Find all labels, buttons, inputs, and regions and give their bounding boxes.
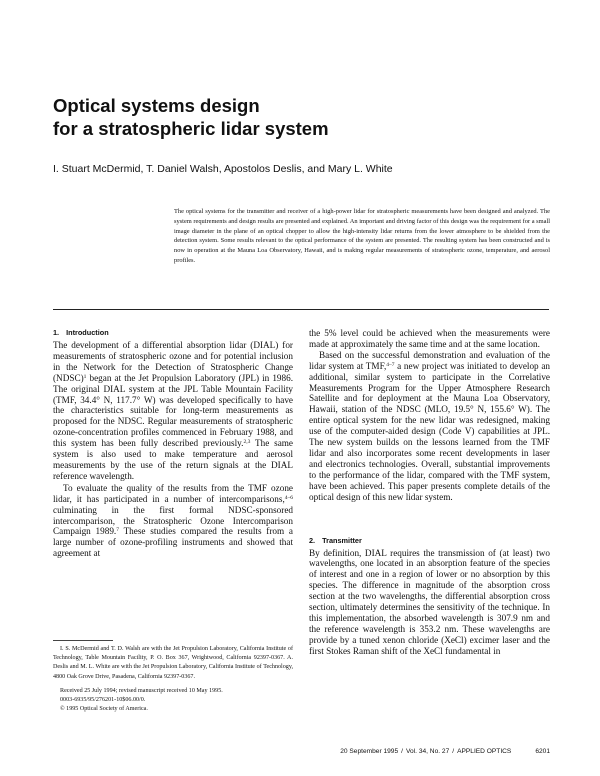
reference-marker: 2,3 — [243, 439, 251, 446]
title-line-1: Optical systems design — [53, 95, 260, 116]
footnote-received: Received 25 July 1994; revised manuscript received 10 May 1995. — [60, 687, 223, 694]
article-title — [53, 94, 553, 140]
abstract: The optical systems for the transmitter and receiver of a high-power lidar for stratospheric measurements have been designed and analyzed. The system requirements and design results are presented and explained. An important and driving factor of this design was the requirement for a small image diameter in the plane of an optical chopper to allow the high-intensity lidar returns from the lower atmosphere to be shielded from the detection system. Some results relevant to the optical performance of the system are presented. The resulting system has been constructed and is now in operation at the Mauna Loa Observatory, Hawaii, and is making regular measurements of stratospheric ozone, temperature, and aerosol profiles. — [174, 208, 550, 264]
section-title: Transmitter — [322, 535, 362, 545]
reference-marker: 4–7 — [386, 361, 395, 368]
author-list: I. Stuart McDermid, T. Daniel Walsh, Apostolos Deslis, and Mary L. White — [53, 163, 393, 175]
running-footer — [340, 747, 550, 756]
right-column — [309, 328, 550, 657]
footnote-copyright: © 1995 Optical Society of America. — [60, 706, 148, 713]
section-title: Introduction — [66, 328, 109, 337]
reference-marker: 7 — [116, 527, 119, 534]
section-heading-transmitter — [309, 536, 550, 546]
left-column — [53, 328, 293, 559]
footnote-publication-info — [53, 687, 293, 715]
intro-paragraph-1: The development of a differential absorption lidar (DIAL) for measurements of stratospheric ozone and for potential inclusion in the Network for the Detection of Stratospheric Change (NDSC)$^1$ began at the Jet Propulsion Laboratory (JPL) in 1986. The original DIAL system at the JPL Table Mountain Facility (TMF, 34.4° N, 117.7° W) was developed specifically to have the characteristics suitable for long-term measurements as proposed for the NDSC. Regular measurements of stratospheric ozone-concentration profiles commenced in February 1988, and this system has been fully described previously.$^{2,3}$ The same system is also used to make temperature and aerosol measurements by the use of the return signals at the DIAL reference wavelength. — [53, 340, 293, 481]
footer-journal: APPLIED OPTICS — [457, 748, 512, 755]
footer-separator: / — [401, 748, 403, 755]
footer-date: 20 September 1995 — [340, 748, 399, 755]
footnote-affiliation: I. S. McDermid and T. D. Walsh are with the Jet Propulsion Laboratory, California Institute of Technology, Table Mountain Facility, P. O. Box 367, Wrightwood, California 92397-0367. A. Deslis and M. L. White are with the Jet Propulsion Laboratory, California Institute of Technology, 4800 Oak Grove Drive, Pasadena, California 92397-0367. — [53, 646, 293, 680]
reference-marker: 1 — [83, 373, 87, 380]
page-number: 6201 — [535, 748, 550, 755]
transmitter-paragraph-1: By definition, DIAL requires the transmission of (at least) two wavelengths, one located in an absorption feature of the species of interest and one in a region of lower or no absorption by this species. The difference in magnitude of the absorption cross section at the two wavelengths, the differential absorption cross section, ultimately determines the sensitivity of the technique. In this implementation, the absorbed wavelength is 307.9 nm and the reference wavelength is 353.2 nm. These wavelengths are provide by a tuned xenon chloride (XeCl) excimer laser and the first Stokes Raman shift of the XeCl fundamental in — [309, 547, 550, 656]
author-footnote — [53, 645, 293, 714]
footer-volume: Vol. 34, No. 27 — [405, 748, 450, 755]
intro-paragraph-4: Based on the successful demonstration and evaluation of the lidar system at TMF,$^{4-7}$ a new project was initiated to develop an additional, similar system to participate in the Correlative Measurements Program for the Upper Atmosphere Research Satellite and for deployment at the Mauna Loa Observatory, Hawaii, station of the NDSC (MLO, 19.5° N, 155.6° W). The entire optical system for the new lidar was redesigned, making use of the computer-aided design (Code V) capabilities at JPL. The new system builds on the lessons learned from the TMF lidar and also incorporates some recent developments in laser and electronics technologies. Overall, substantial improvements to the performance of the lidar, compared with the TMF system, have been achieved. This paper presents complete details of the optical design of this new lidar system. — [309, 349, 550, 502]
abstract-divider — [53, 309, 549, 310]
reference-marker: 4–6 — [284, 494, 293, 501]
intro-paragraph-3: the 5% level could be achieved when the measurements were made at approximately the same time and at the same location. — [309, 328, 550, 349]
footnote-code: 0003-6935/95/276201-10$06.00/0. — [60, 697, 146, 704]
footnote-divider — [53, 640, 113, 641]
section-number: 2. — [309, 535, 316, 545]
intro-paragraph-2: To evaluate the quality of the results from the TMF ozone lidar, it has participated in a number of intercomparisons,$^{4-6}$ culminating in the first formal NDSC-sponsored intercomparison, the Stratospheric Ozone Intercomparison Campaign 1989.$^7$ These studies compared the results from a large number of ozone-profiling instruments and showed that agreement at — [53, 482, 294, 559]
footer-separator: / — [452, 748, 455, 755]
section-heading-introduction — [53, 328, 293, 338]
section-number: 1. — [53, 328, 60, 337]
title-line-2: for a stratospheric lidar system — [53, 118, 329, 139]
